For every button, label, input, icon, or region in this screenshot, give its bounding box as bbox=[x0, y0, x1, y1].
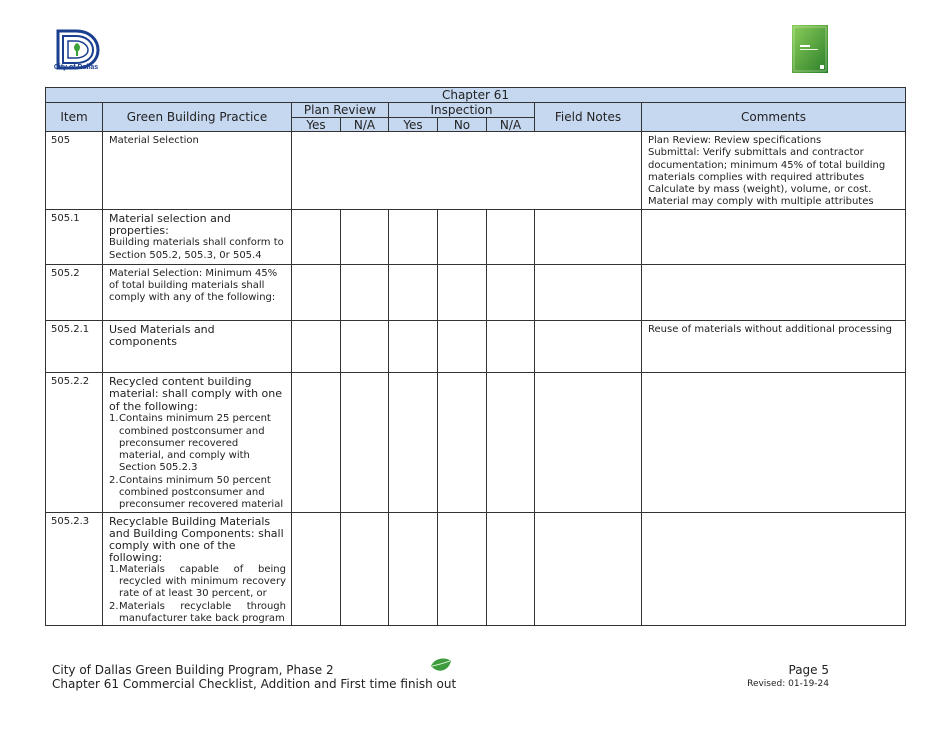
practice-cell: Used Materials and components bbox=[103, 320, 292, 372]
plan-review-na-cell[interactable] bbox=[341, 372, 389, 512]
page-number: Page 5 bbox=[788, 663, 829, 677]
city-logo-caption: City of Dallas bbox=[53, 64, 99, 71]
comments-cell[interactable] bbox=[642, 209, 906, 264]
plan-review-na-cell[interactable] bbox=[341, 512, 389, 625]
inspection-header: Inspection bbox=[389, 103, 535, 118]
list-item-text: Materials capable of being recycled with minimum recovery rate of at least 30 percent, or bbox=[119, 563, 286, 600]
list-item-text: Materials recyclable through manufacturer take back program bbox=[119, 600, 286, 624]
list-item-text: Contains minimum 25 percent combined postconsumer and preconsumer recovered material, and comply with Section 505.2.3 bbox=[119, 413, 271, 474]
field-notes-cell[interactable] bbox=[535, 372, 642, 512]
inspection-na-cell[interactable] bbox=[487, 264, 535, 320]
plan-review-yes-cell[interactable] bbox=[292, 209, 341, 264]
item-cell: 505 bbox=[46, 132, 103, 210]
field-notes-cell[interactable] bbox=[535, 320, 642, 372]
inspection-na-cell[interactable] bbox=[487, 512, 535, 625]
footer-right bbox=[747, 663, 829, 691]
plan-review-yes-cell[interactable] bbox=[292, 320, 341, 372]
inspection-no-header: No bbox=[438, 118, 487, 132]
item-cell: 505.2.1 bbox=[46, 320, 103, 372]
practice-detail: Building materials shall conform to Section 505.2, 505.3, 0r 505.4 bbox=[109, 237, 284, 261]
comments-cell[interactable] bbox=[642, 264, 906, 320]
table-row bbox=[46, 320, 906, 372]
practice-title: Material selection and properties: bbox=[109, 211, 231, 238]
checklist-table bbox=[45, 87, 906, 626]
item-cell: 505.1 bbox=[46, 209, 103, 264]
comments-header: Comments bbox=[642, 103, 906, 132]
table-row bbox=[46, 372, 906, 512]
item-header: Item bbox=[46, 103, 103, 132]
list-item-text: Contains minimum 50 percent combined postconsumer and preconsumer recovered material bbox=[119, 474, 284, 511]
item-cell: 505.2 bbox=[46, 264, 103, 320]
comments-cell bbox=[642, 132, 906, 210]
practice-cell bbox=[103, 372, 292, 512]
plan-review-header: Plan Review bbox=[292, 103, 389, 118]
inspection-yes-header: Yes bbox=[389, 118, 438, 132]
revised-date: Revised: 01-19-24 bbox=[747, 679, 829, 689]
inspection-na-cell[interactable] bbox=[487, 372, 535, 512]
plan-review-na-cell[interactable] bbox=[341, 320, 389, 372]
inspection-na-cell[interactable] bbox=[487, 320, 535, 372]
practice-title: Recycled content building material: shall comply with one of the following: bbox=[109, 374, 283, 413]
inspection-yes-cell[interactable] bbox=[389, 264, 438, 320]
list-item: 1. Materials capable of being recycled with minimum recovery rate of at least 30 percent, or bbox=[109, 563, 286, 600]
field-notes-cell[interactable] bbox=[535, 209, 642, 264]
table-row bbox=[46, 264, 906, 320]
comment-line: Calculate by mass (weight), volume, or cost. bbox=[648, 184, 872, 196]
inspection-yes-cell[interactable] bbox=[389, 209, 438, 264]
footer-program: City of Dallas Green Building Program, Phase 2 bbox=[52, 663, 334, 677]
field-notes-cell[interactable] bbox=[535, 264, 642, 320]
inspection-no-cell[interactable] bbox=[438, 209, 487, 264]
practice-cell bbox=[103, 512, 292, 625]
iecc-book-cover-icon bbox=[792, 25, 828, 73]
plan-review-yes-cell[interactable] bbox=[292, 372, 341, 512]
footer-checklist: Chapter 61 Commercial Checklist, Addition and First time finish out bbox=[52, 677, 457, 691]
table-row bbox=[46, 132, 906, 210]
comment-line: Material may comply with multiple attributes bbox=[648, 196, 874, 208]
footer-left bbox=[52, 663, 456, 691]
comments-cell[interactable] bbox=[642, 372, 906, 512]
list-item: 2. Contains minimum 50 percent combined postconsumer and preconsumer recovered material bbox=[109, 474, 284, 511]
chapter-header: Chapter 61 bbox=[46, 88, 906, 103]
inspection-no-cell[interactable] bbox=[438, 320, 487, 372]
field-notes-cell[interactable] bbox=[535, 512, 642, 625]
inspection-na-header: N/A bbox=[487, 118, 535, 132]
practice-cell bbox=[103, 209, 292, 264]
practice-cell: Material Selection bbox=[103, 132, 292, 210]
item-cell: 505.2.2 bbox=[46, 372, 103, 512]
practice-header: Green Building Practice bbox=[103, 103, 292, 132]
practice-title: Recyclable Building Materials and Building Components: shall comply with one of the following: bbox=[109, 514, 284, 564]
inspection-yes-cell[interactable] bbox=[389, 320, 438, 372]
inspection-na-cell[interactable] bbox=[487, 209, 535, 264]
inspection-yes-cell[interactable] bbox=[389, 512, 438, 625]
practice-cell: Material Selection: Minimum 45% of total building materials shall comply with any of the following: bbox=[103, 264, 292, 320]
green-leaf-icon bbox=[429, 656, 453, 676]
inspection-yes-cell[interactable] bbox=[389, 372, 438, 512]
table-row bbox=[46, 209, 906, 264]
plan-review-na-cell[interactable] bbox=[341, 264, 389, 320]
comment-line: Submittal: Verify submittals and contractor documentation; minimum 45% of total building materials complies with required attributes bbox=[648, 147, 886, 183]
item-cell: 505.2.3 bbox=[46, 512, 103, 625]
inspection-no-cell[interactable] bbox=[438, 372, 487, 512]
plan-review-yes-cell[interactable] bbox=[292, 512, 341, 625]
inspection-no-cell[interactable] bbox=[438, 264, 487, 320]
list-item: 1. Contains minimum 25 percent combined postconsumer and preconsumer recovered material, and comply with Section 505.2.3 bbox=[109, 413, 271, 474]
comments-cell[interactable] bbox=[642, 512, 906, 625]
plan-review-yes-cell[interactable] bbox=[292, 264, 341, 320]
list-item: 2. Materials recyclable through manufacturer take back program bbox=[109, 600, 286, 624]
field-notes-header: Field Notes bbox=[535, 103, 642, 132]
review-merged-cell bbox=[292, 132, 642, 210]
plan-review-yes-header: Yes bbox=[292, 118, 341, 132]
inspection-no-cell[interactable] bbox=[438, 512, 487, 625]
comment-line: Plan Review: Review specifications bbox=[648, 135, 822, 146]
plan-review-na-cell[interactable] bbox=[341, 209, 389, 264]
plan-review-na-header: N/A bbox=[341, 118, 389, 132]
table-row bbox=[46, 512, 906, 625]
comments-cell: Reuse of materials without additional processing bbox=[642, 320, 906, 372]
